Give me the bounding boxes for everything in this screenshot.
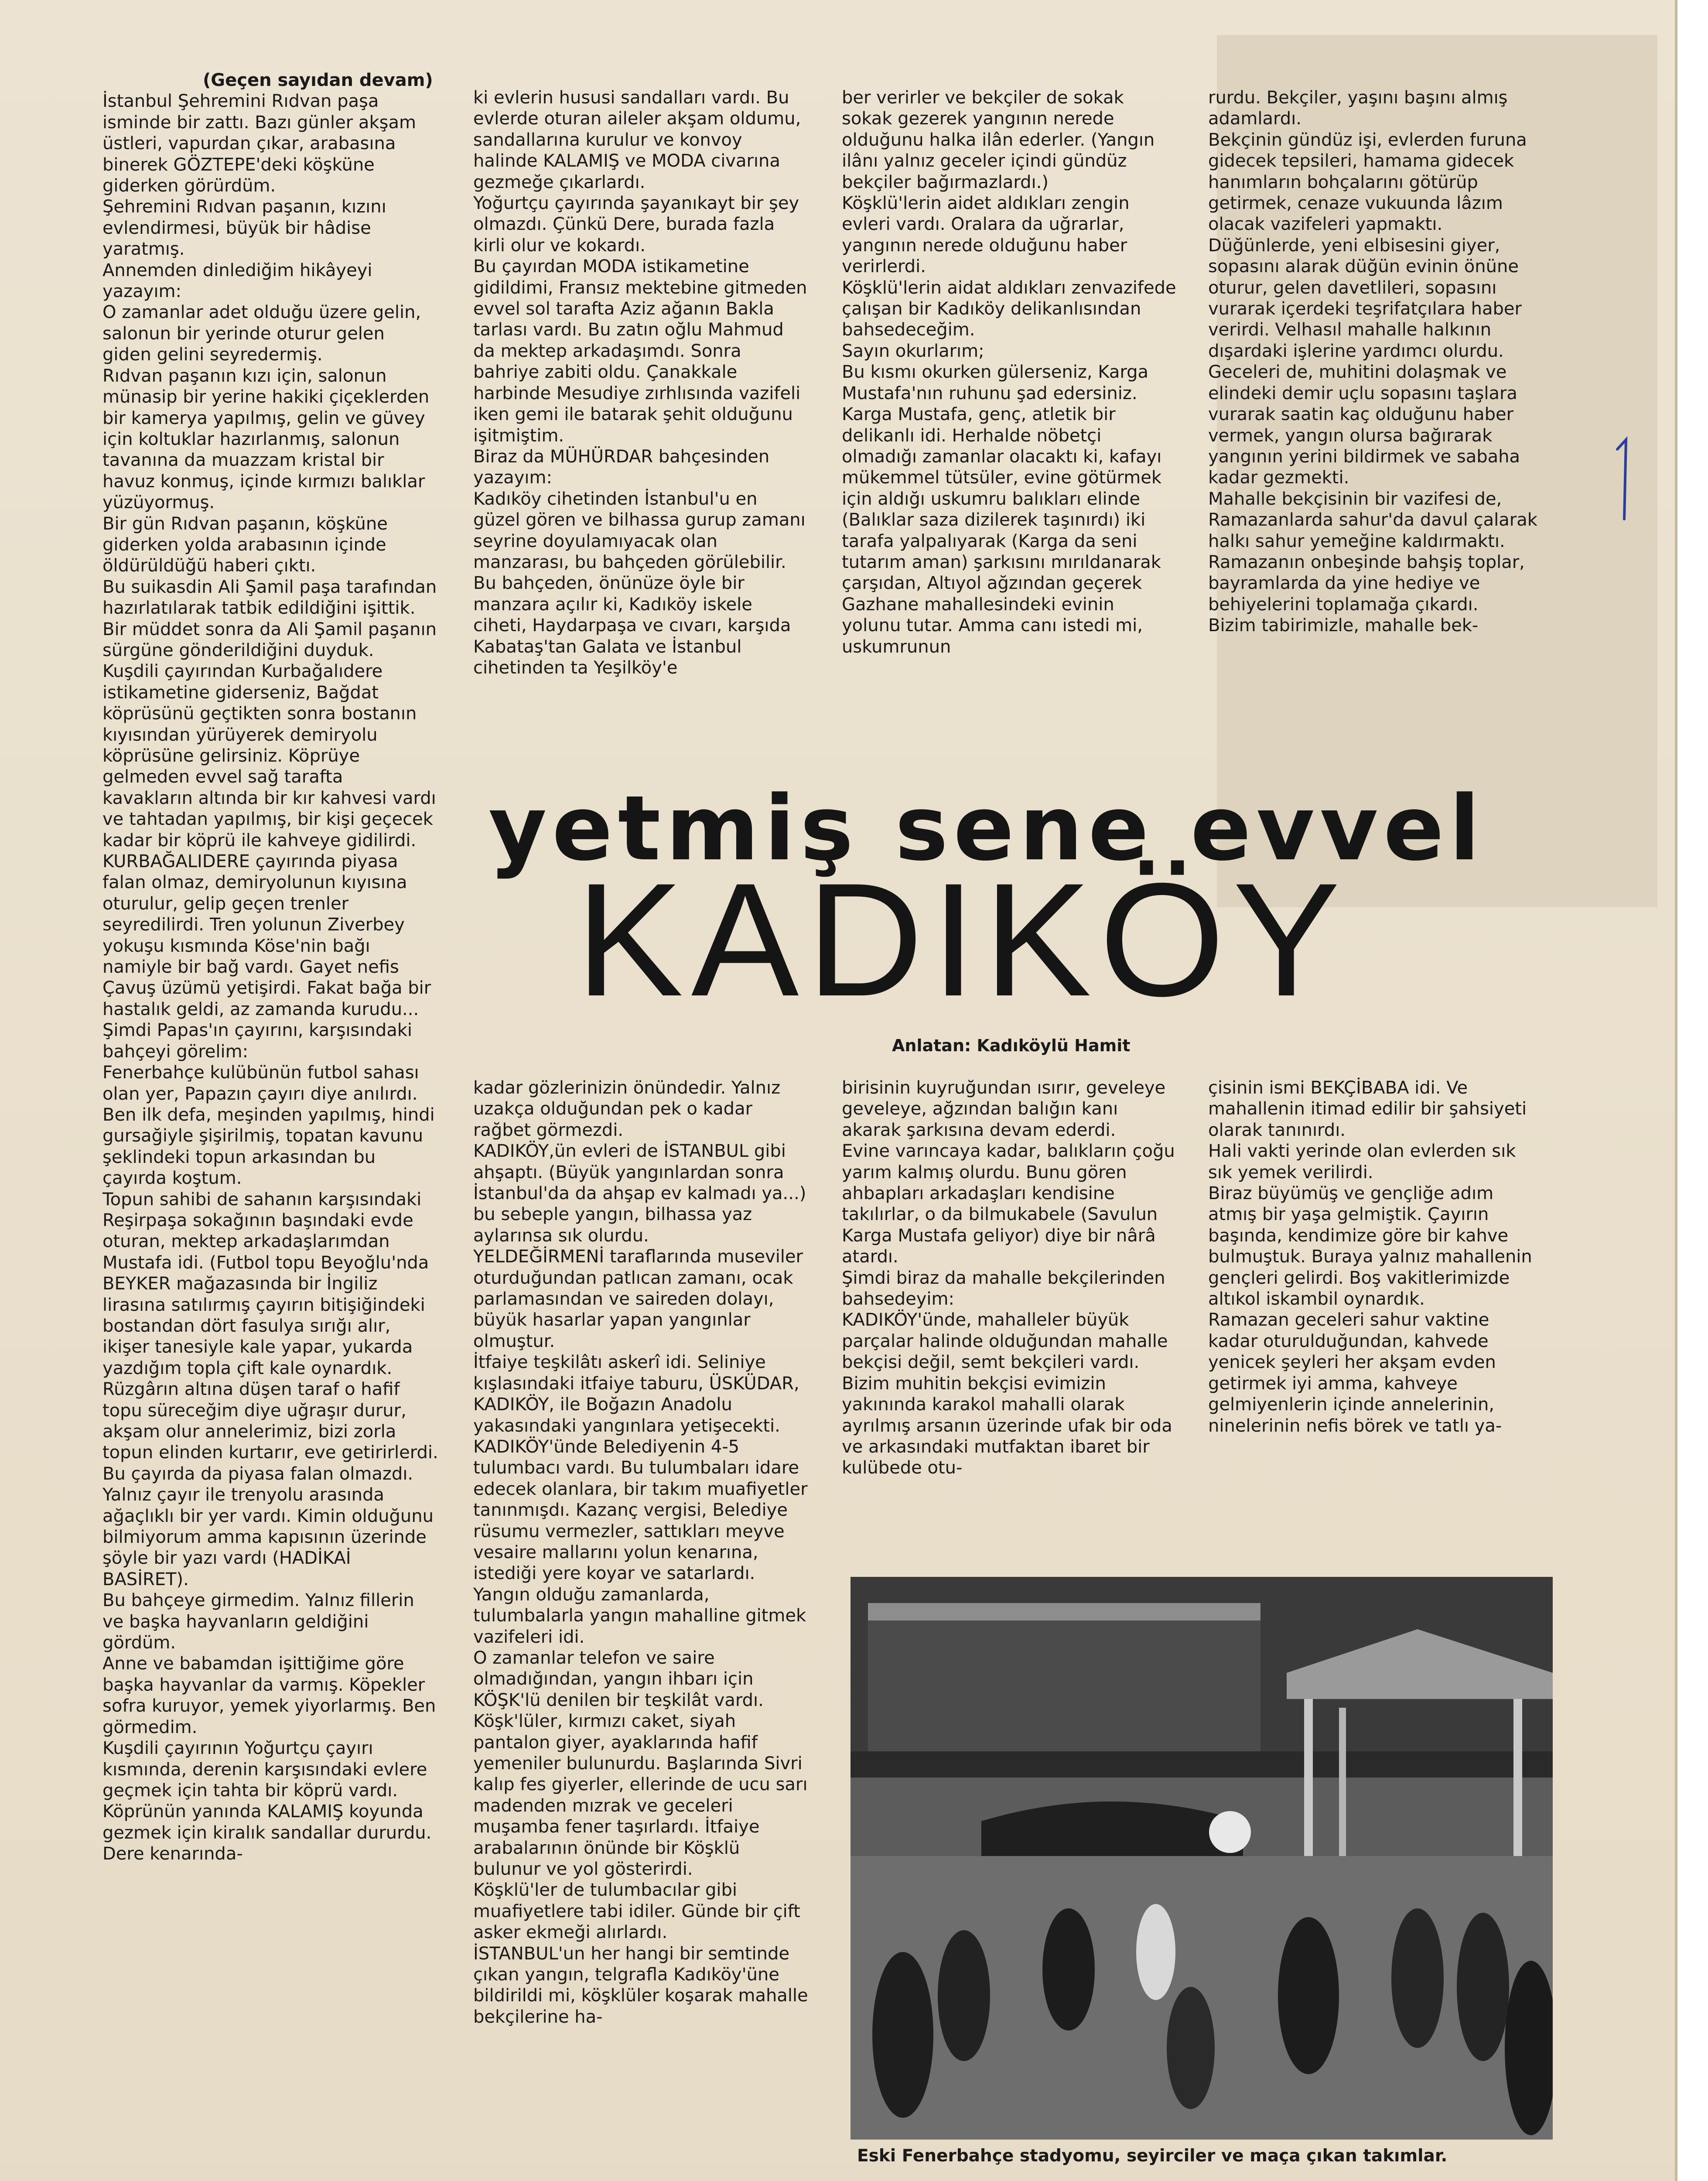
paragraph: İSTANBUL'un her hangi bir semtinde çıkan yangın, telgrafla Kadıköy'üne bildirildi mi, köşklüler koşarak mahalle bekçilerine ha- bbox=[473, 1943, 808, 2027]
paragraph: birisinin kuyruğundan ısırır, geveleye geveleye, ağzından balığın kanı akarak şarkısına devam ederdi. bbox=[842, 1078, 1166, 1140]
paragraph: YELDEĞİRMENİ taraflarında museviler oturduğundan patlıcan zamanı, ocak parlamasından ve saireden dolayı, büyük hasarlar yapan yangınlar olmuştur. bbox=[473, 1247, 803, 1351]
paragraph: Yoğurtçu çayırında şayanıkayt bir şey olmazdı. Çünkü Dere, burada fazla kirli olur ve kokardı. bbox=[473, 193, 799, 256]
paragraph: ber verirler ve bekçiler de sokak sokak gezerek yangının nerede olduğunu halka ilân ederler. (Yangın ilânı yalnız geceler içindi gündüz bekçiler bağırmazlardı.) bbox=[842, 88, 1155, 192]
paragraph: Bu kısmı okurken gülerseniz, Karga Mustafa'nın ruhunu şad edersiniz. bbox=[842, 362, 1148, 403]
paragraph: Sayın okurlarım; bbox=[842, 341, 984, 361]
paragraph: Kuşdili çayırından Kurbağalıdere istikametine giderseniz, Bağdat köprüsünü geçtikten sonra bostanın kıyısından yürüyerek demiryolu köprüsüne gelirsiniz. Köprüye gelmeden evvel sağ tarafta kavakların altında bir kır kahvesi vardı ve tahtadan yapılmış, bir kişi geçecek kadar bir köprü ile kahveye gidilirdi. bbox=[102, 661, 436, 851]
paragraph: İtfaiye teşkilâtı askerî idi. Seliniye kışlasındaki itfaiye taburu, ÜSKÜDAR, KADIKÖY, ile Boğazın Anadolu yakasındaki yangınlara yetişecekti. bbox=[473, 1352, 799, 1436]
paragraph: Bu bahçeye girmedim. Yalnız fillerin ve başka hayvanların geldiğini gördüm. bbox=[102, 1590, 414, 1653]
paragraph: Bu çayırdan MODA istikametine gidildimi, Fransız mektebine gitmeden evvel sol tarafta Aziz ağanın Bakla tarlası vardı. Bu zatın oğlu Mahmud da mektep arkadaşımdı. Sonra bahriye zabiti oldu. Çanakkale harbinde Mesudiye zırhlısında vazifeli iken gemi ile batarak şehit olduğunu işitmiştim. bbox=[473, 256, 807, 446]
paragraph: Köşklü'lerin aidat aldıkları zenvazifede çalışan bir Kadıköy delikanlısından bahsedeceğim. bbox=[842, 277, 1176, 340]
paragraph: Fenerbahçe kulübünün futbol sahası olan yer, Papazın çayırı diye anılırdı. Ben ilk defa, meşinden yapılmış, hindi gursağiyle şişirilmiş, topatan kavunu şeklindeki topun arkasından bu çayırda koştum. bbox=[102, 1063, 435, 1189]
paragraph: Şehremini Rıdvan paşanın, kızını evlendirmesi, büyük bir hâdise yaratmış. bbox=[102, 197, 386, 260]
stadium-photo bbox=[851, 1577, 1553, 2140]
paragraph: Bekçinin gündüz işi, evlerden furuna gidecek tepsileri, hamama gidecek hanımların bohçalarını götürüp getirmek, cenaze vukuunda lâzım olacak vazifeleri yapmaktı. bbox=[1208, 130, 1527, 235]
column-3-lower bbox=[842, 1077, 1178, 1479]
paragraph: Anne ve babamdan işittiğime göre başka hayvanlar da varmış. Köpekler sofra kuruyor, yemek yiyorlarmış. Ben görmedim. bbox=[102, 1654, 436, 1737]
column-3 bbox=[842, 87, 1178, 657]
paragraph: O zamanlar telefon ve saire olmadığından, yangın ihbarı için KÖŞK'lü denilen bir teşkilât vardı. Köşk'lüler, kırmızı caket, siyah pantalon giyer, ayaklarında hafif yemeniler bulunurdu. Başlarında Sivri kalıp fes giyerler, ellerinde de ucu sarı madenden mızrak ve geceleri muşamba fener taşırlardı. İtfaiye arabalarının önünde bir Köşklü bulunur ve yol gösterirdi. bbox=[473, 1648, 808, 1880]
column-4-lower bbox=[1208, 1077, 1544, 1436]
column-4 bbox=[1208, 87, 1544, 636]
paragraph: Biraz da MÜHÜRDAR bahçesinden yazayım: bbox=[473, 446, 770, 488]
paragraph: KURBAĞALIDERE çayırında piyasa falan olmaz, demiryolunun kıyısına oturulur, gelip geçen trenler seyredilirdi. Tren yolunun Ziverbey yokuşu kısmında Köse'nin bağı namiyle bir bağ vardı. Gayet nefis Çavuş üzümü yetişirdi. Fakat bağa bir hastalık geldi, az zamanda kurudu... bbox=[102, 851, 431, 1019]
paragraph: O zamanlar adet olduğu üzere gelin, salonun bir yerinde oturur gelen giden gelini seyredermiş. bbox=[102, 302, 421, 365]
continued-note: (Geçen sayıdan devam) bbox=[203, 70, 433, 90]
column-2-lower bbox=[473, 1077, 809, 2027]
paragraph: Köşklü'ler de tulumbacılar gibi muafiyetlere tabi idiler. Günde bir çift asker ekmeği alırlardı. bbox=[473, 1880, 800, 1943]
photo-caption: Eski Fenerbahçe stadyomu, seyirciler ve maça çıkan takımlar. bbox=[857, 2146, 1448, 2166]
paragraph: Bu çayırda da piyasa falan olmazdı. Yalnız çayır ile trenyolu arasında ağaçlıklı bir yer vardı. Kimin olduğunu bilmiyorum amma kapısının üzerinde şöyle bir yazı vardı (HADİKAİ BASİRET). bbox=[102, 1463, 434, 1590]
paragraph: KADIKÖY'ünde Belediyenin 4-5 tulumbacı vardı. Bu tulumbaları idare edecek olanlara, bir takım muafiyetler tanınmışdı. Kazanç vergisi, Belediye rüsumu vermezler, sattıkları meyve vesaire mallarını yolun kenarına, istediği yere koyar ve satarlardı. Yangın olduğu zamanlarda, tulumbalarla yangın mahalline gitmek vazifeleri idi. bbox=[473, 1436, 808, 1647]
paragraph: Rıdvan paşanın kızı için, salonun münasip bir yerine hakiki çiçeklerden bir kamerya yapılmış, gelin ve güvey için koltuklar hazırlanmış, salonun tavanına da muazzam kristal bir havuz konmuş, içinde kırmızı balıklar yüzüyormuş. bbox=[102, 366, 430, 513]
headline-line-1: yetmiş sene evvel bbox=[488, 777, 1485, 881]
paragraph: Düğünlerde, yeni elbisesini giyer, sopasını alarak düğün evinin önüne oturur, gelen davetlileri, sopasını vurarak içerdeki teşrifatçılara haber verirdi. Velhasıl mahalle halkının dışardaki işlerine yardımcı olurdu. bbox=[1208, 235, 1522, 361]
paragraph: Geceleri de, muhitini dolaşmak ve elindeki demir uçlu sopasını taşlara vurarak saatin kaç olduğunu haber vermek, yangın olursa bağırarak yangının yerini bildirmek ve sabaha kadar gezmekti. bbox=[1208, 362, 1520, 488]
byline: Anlatan: Kadıköylü Hamit bbox=[892, 1036, 1131, 1055]
paragraph: Evine varıncaya kadar, balıkların çoğu yarım kalmış olurdu. Bunu gören ahbapları arkadaşları kendisine takılırlar, o da bilmukabele (Savulun Karga Mustafa geliyor) diye bir nârâ atardı. bbox=[842, 1141, 1175, 1267]
column-1-text bbox=[102, 91, 438, 1864]
pen-mark-annotation bbox=[1614, 436, 1631, 523]
paragraph: Karga Mustafa, genç, atletik bir delikanlı idi. Herhalde nöbetçi olmadığı zamanlar olacaktı ki, kafayı mükemmel tütsüler, evine götürmek için aldığı uskumru balıkları elinde (Balıklar saza dizilerek taşınırdı) iki tarafa yalpalıyarak (Karga da seni tutarım aman) şarkısını mırıldanarak çarşıdan, Altıyol ağzından geçerek Gazhane mahallesindeki evinin yolunu tutar. Amma canı istedi mi, uskumrunun bbox=[842, 404, 1162, 657]
paragraph: Annemden dinlediğim hikâyeyi yazayım: bbox=[102, 260, 372, 302]
paragraph: Rüzgârın altına düşen taraf o hafif topu süreceğim diye uğraşır durur, akşam olur annelerimiz, bizi zorla topun elinden kurtarır, eve getirirlerdi. bbox=[102, 1379, 438, 1463]
paragraph: Şimdi Papas'ın çayırını, karşısındaki bahçeyi görelim: bbox=[102, 1020, 413, 1062]
paragraph: Bizim tabirimizle, mahalle bek- bbox=[1208, 615, 1479, 636]
paragraph: Ramazan geceleri sahur vaktine kadar oturulduğundan, kahvede yenicek şeyleri her akşam evden getirmek iyi amma, kahveye gelmiyenlerin içinde annelerinin, ninelerinin nefis börek ve tatlı ya- bbox=[1208, 1310, 1502, 1436]
column-2 bbox=[473, 87, 809, 678]
paragraph: ki evlerin hususi sandalları vardı. Bu evlerde oturan aileler akşam oldumu, sandallarına kurulur ve konvoy halinde KALAMIŞ ve MODA civarına gezmeğe çıkarlardı. bbox=[473, 88, 801, 192]
paragraph: Kuşdili çayırının Yoğurtçu çayırı kısmında, derenin karşısındaki evlere geçmek için tahta bir köprü vardı. Köprünün yanında KALAMIŞ koyunda gezmek için kiralık sandallar dururdu. Dere kenarında- bbox=[102, 1738, 432, 1864]
headline-line-2: KADIKÖY bbox=[576, 850, 1348, 1030]
paragraph: Kadıköy cihetinden İstanbul'u en güzel gören ve bilhassa gurup zamanı seyrine doyulamıyacak olan manzarası, bu bahçeden görülebilir. Bu bahçeden, önünüze öyle bir manzara açılır ki, Kadıköy iskele ciheti, Haydarpaşa ve cıvarı, karşıda Kabataş'tan Galata ve İstanbul cihetinden ta Yeşilköy'e bbox=[473, 489, 806, 678]
paragraph: kadar gözlerinizin önündedir. Yalnız uzakça olduğundan pek o kadar rağbet görmezdi. bbox=[473, 1078, 781, 1140]
paragraph: Köşklü'lerin aidet aldıkları zengin evleri vardı. Oralara da uğrarlar, yangının nerede olduğunu haber verirlerdi. bbox=[842, 193, 1130, 277]
page-edge bbox=[1675, 0, 1708, 2181]
paragraph: KADIKÖY,ün evleri de İSTANBUL gibi ahşaptı. (Büyük yangınlardan sonra İstanbul'da da ahşap ev kalmadı ya...) bu sebeple yangın, bilhassa yaz aylarınsa sık olurdu. bbox=[473, 1141, 806, 1246]
paragraph: Biraz büyümüş ve gençliğe adım atmış bir yaşa gelmiştik. Çayırın başında, kendimize göre bir kahve bulmuştuk. Buraya yalnız mahallenin gençleri gelirdi. Boş vakitlerimizde altıkol iskambil oynardık. bbox=[1208, 1183, 1532, 1309]
paragraph: İstanbul Şehremini Rıdvan paşa isminde bir zattı. Bazı günler akşam üstleri, vapurdan çıkar, arabasına binerek GÖZTEPE'deki köşküne giderken görürdüm. bbox=[102, 91, 416, 196]
paragraph: rurdu. Bekçiler, yaşını başını almış adamlardı. bbox=[1208, 88, 1508, 129]
paragraph: Bir gün Rıdvan paşanın, köşküne giderken yolda arabasının içinde öldürüldüğü haberi çıktı. bbox=[102, 513, 388, 576]
paragraph: Hali vakti yerinde olan evlerden sık sık yemek verilirdi. bbox=[1208, 1141, 1516, 1183]
paragraph: Şimdi biraz da mahalle bekçilerinden bahsedeyim: bbox=[842, 1268, 1165, 1309]
paragraph: Bu suikasdin Ali Şamil paşa tarafından hazırlatılarak tatbik edildiğini işittik. Bir müddet sonra da Ali Şamil paşanın sürgüne gönderildiğini duyduk. bbox=[102, 577, 437, 660]
paragraph: Mahalle bekçisinin bir vazifesi de, Ramazanlarda sahur'da davul çalarak halkı sahur yemeğine kaldırmaktı. Ramazanın onbeşinde bahşiş toplar, bayramlarda da yine hediye ve behiyelerini toplamağa çıkardı. bbox=[1208, 489, 1537, 615]
paragraph: KADIKÖY'ünde, mahalleler büyük parçalar halinde olduğundan mahalle bekçisi değil, semt bekçileri vardı. Bizim muhitin bekçisi evimizin yakınında karakol mahalli olarak ayrılmış arsanın üzerinde ufak bir oda ve arkasındaki mutfaktan ibaret bir kulübede otu- bbox=[842, 1310, 1172, 1478]
stadium-photo-illustration bbox=[851, 1577, 1553, 2140]
column-1 bbox=[102, 70, 438, 1865]
paragraph: Topun sahibi de sahanın karşısındaki Reşirpaşa sokağının başındaki evde oturan, mektep arkadaşlarımdan Mustafa idi. (Futbol topu Beyoğlu'nda BEYKER mağazasında bir İngiliz lirasına satılırmış çayırın bitişiğindeki bostandan dört fasulya sırığı alır, ikişer tanesiyle kale yapar, yukarda yazdığım topla çift kale oynardık. bbox=[102, 1189, 429, 1378]
paragraph: çisinin ismi BEKÇİBABA idi. Ve mahallenin itimad edilir bir şahsiyeti olarak tanınırdı. bbox=[1208, 1078, 1527, 1140]
